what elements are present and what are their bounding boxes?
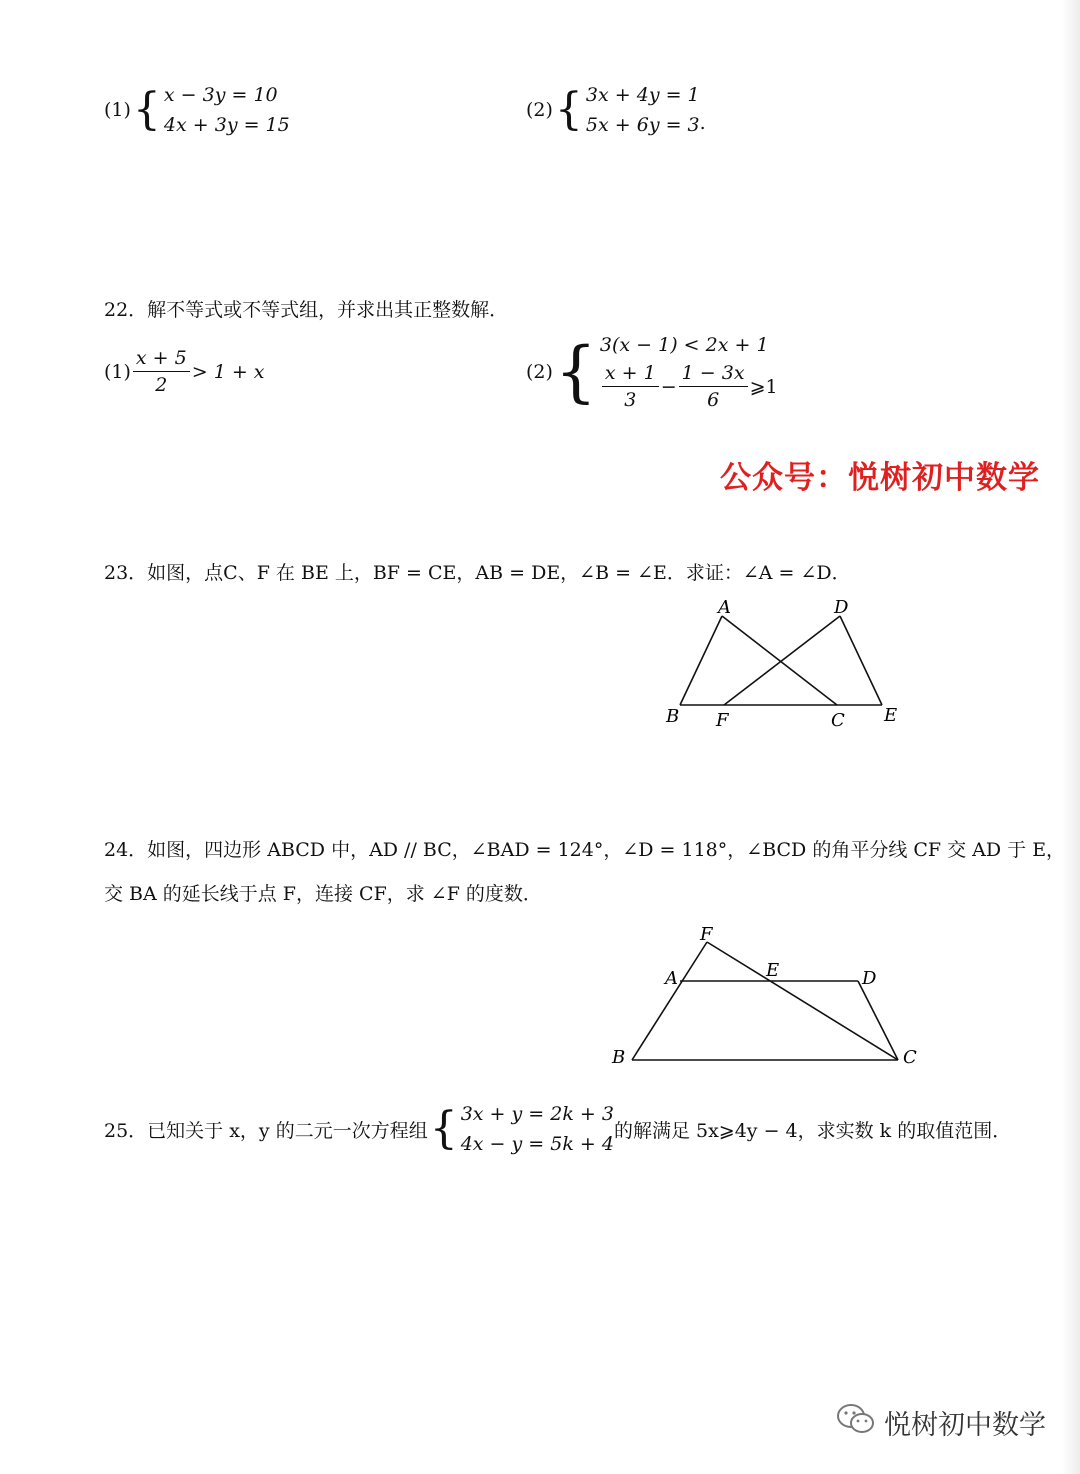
q22-part1-label: (1) bbox=[104, 360, 131, 383]
q25-before: 25．已知关于 x，y 的二元一次方程组 bbox=[104, 1119, 428, 1142]
segment-df bbox=[724, 616, 840, 705]
label-b: B bbox=[612, 1047, 626, 1068]
segment-ab bbox=[680, 616, 722, 705]
q22-part1 bbox=[104, 345, 265, 398]
q21-part1-eq1: x − 3y = 10 bbox=[163, 84, 278, 106]
q24-line1: 24．如图，四边形 ABCD 中，AD // BC，∠BAD = 124°，∠D = 118°，∠BCD 的角平分线 CF 交 AD 于 E， bbox=[104, 839, 1066, 861]
q22-part2 bbox=[526, 330, 778, 413]
q25-after: 的解满足 5x⩾4y − 4，求实数 k 的取值范围． bbox=[613, 1119, 1012, 1142]
label-e: E bbox=[884, 705, 898, 726]
q24-line2: 交 BA 的延长线于点 F，连接 CF，求 ∠F 的度数． bbox=[104, 883, 542, 905]
q22-part2-rest: ⩾1 bbox=[749, 375, 778, 398]
fraction bbox=[602, 360, 659, 413]
brace: { bbox=[429, 1103, 458, 1154]
q21-part1-label: (1) bbox=[104, 99, 131, 121]
q22-part1-rest: > 1 + x bbox=[191, 360, 265, 383]
label-f: F bbox=[700, 924, 713, 945]
label-f: F bbox=[716, 710, 729, 731]
fraction-numerator: 1 − 3x bbox=[679, 360, 748, 387]
brace: { bbox=[554, 332, 597, 410]
fraction-numerator: x + 1 bbox=[602, 360, 659, 387]
q25-eq2: 4x − y = 5k + 4 bbox=[460, 1133, 614, 1155]
q21-part1-eq2: 4x + 3y = 15 bbox=[163, 114, 290, 136]
brace: { bbox=[132, 84, 161, 135]
label-c: C bbox=[831, 710, 845, 731]
footer-brand bbox=[836, 1402, 1046, 1443]
q21-part2-label: (2) bbox=[526, 99, 553, 121]
fraction-denominator: 2 bbox=[155, 374, 168, 396]
q22-stem: 22．解不等式或不等式组，并求出其正整数解． bbox=[104, 299, 509, 321]
q21-part2-eq2: 5x + 6y = 3 bbox=[585, 114, 700, 136]
watermark: 公众号：悦树初中数学 bbox=[720, 460, 1040, 496]
label-d: D bbox=[862, 968, 877, 989]
q21-part2 bbox=[526, 80, 706, 140]
label-b: B bbox=[666, 706, 680, 727]
fraction-denominator: 6 bbox=[707, 389, 720, 411]
fraction-numerator: x + 5 bbox=[133, 345, 190, 372]
label-a: A bbox=[665, 968, 678, 989]
q23-stem: 23．如图，点C、F 在 BE 上，BF = CE，AB = DE，∠B = ∠E．求证：∠A = ∠D． bbox=[104, 562, 851, 584]
fraction bbox=[133, 345, 190, 398]
q22-part2-label: (2) bbox=[526, 360, 553, 383]
label-d: D bbox=[834, 597, 849, 618]
q25-eq1: 3x + y = 2k + 3 bbox=[460, 1103, 614, 1125]
label-a: A bbox=[718, 597, 731, 618]
q22-part2-line1: 3(x − 1) < 2x + 1 bbox=[599, 334, 769, 356]
segment-fc bbox=[707, 942, 898, 1060]
q24-figure bbox=[600, 920, 930, 1070]
footer-text: 悦树初中数学 bbox=[884, 1410, 1046, 1441]
page-edge-shadow bbox=[1062, 0, 1080, 1474]
minus-sign: − bbox=[660, 375, 677, 398]
q25 bbox=[104, 1099, 1011, 1159]
q21-part2-trail: . bbox=[699, 112, 706, 134]
segment-ac bbox=[722, 616, 837, 705]
label-c: C bbox=[903, 1047, 917, 1068]
q23-figure bbox=[650, 590, 910, 740]
fraction bbox=[679, 360, 748, 413]
q21-part1 bbox=[104, 80, 290, 140]
segment-fb bbox=[632, 942, 707, 1060]
q21-part2-eq1: 3x + 4y = 1 bbox=[585, 84, 700, 106]
wechat-icon bbox=[836, 1402, 876, 1443]
label-e: E bbox=[766, 960, 780, 981]
segment-de bbox=[840, 616, 882, 705]
fraction-denominator: 3 bbox=[624, 389, 637, 411]
brace: { bbox=[554, 84, 583, 135]
